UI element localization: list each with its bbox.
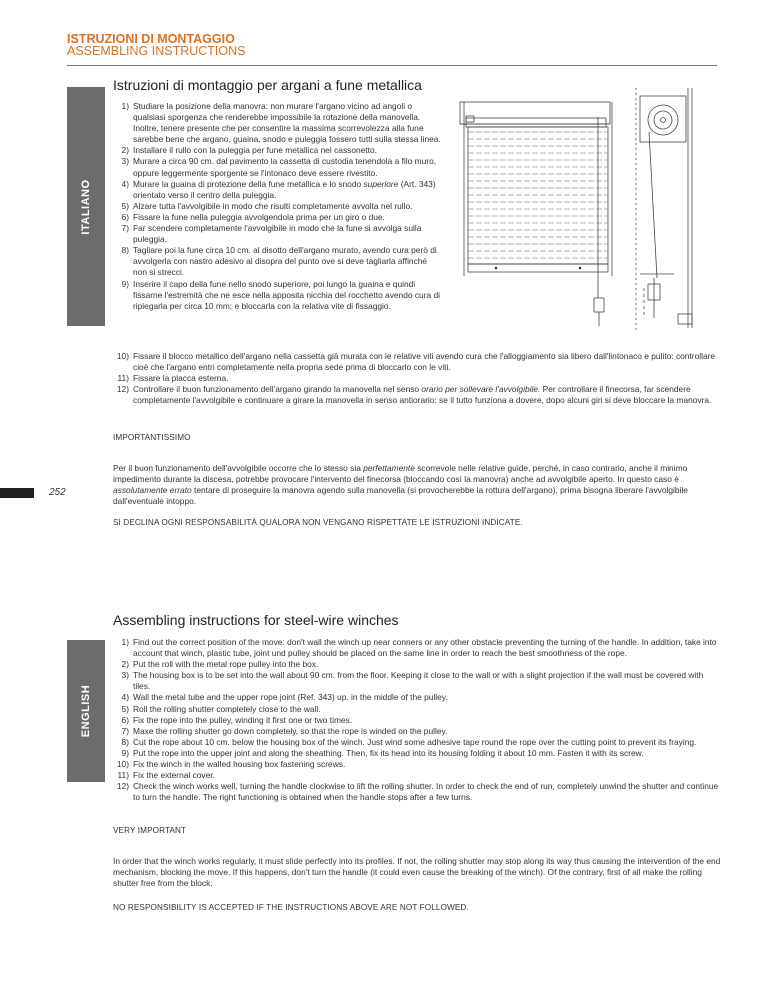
page-number: 252 <box>49 487 66 498</box>
english-heading: Assembling instructions for steel-wire winches <box>113 612 399 628</box>
header-title-italian: ISTRUZIONI DI MONTAGGIO <box>67 32 235 46</box>
rope-line <box>649 132 657 278</box>
italian-step-10: 10) Fissare il blocco metallico dell'argano nella cassetta già murata con le relative viti avendo cura che l'alloggiamento sia libero dall'lintonaco e pulito: controllare cioè che l'argano entri completamente nella propria sede prima di bloccarlo con le viti. <box>116 351 716 373</box>
sidebar-label-english: ENGLISH <box>80 684 92 738</box>
italian-step-2: 2) Installare il rullo con la puleggia per fune metallica nel cassonetto. <box>121 145 377 156</box>
page-header <box>67 33 246 57</box>
sidebar-label-italiano: ITALIANO <box>80 178 92 235</box>
italian-step-5: 5) Alzare tutta l'avvolgibile in modo che risulti completamente avvolta nel rullo. <box>121 200 413 211</box>
english-step-10: 10) Fix the winch in the walled housing box fastening screws. <box>116 759 346 770</box>
italian-step-4: 4) Murare la guaina di protezione della fune metallica e lo snodo superiore (Art. 343) orientato verso il centro della puleggia. <box>121 178 436 200</box>
sidebar-tab-english <box>67 640 105 782</box>
english-step-2: 2) Put the roll with the metal rope pulley into the box. <box>121 659 319 670</box>
italian-step-1: 1) Studiare la posizione della manovra: non murare l'argano vicino ad angoli o qualsiasi sporgenza che renderebbe impossibile la rotazione della manovella. Inoltre, tenere presente che per consentire la massima scorrevolezza alla fune sarebbe bene che argano, guaina, snodo e puleggia fossero tutti sulla stessa linea. <box>121 101 441 145</box>
italian-step-8: 8) Tagliare poi la fune circa 10 cm. al disotto dell'argano murato, avendo cura però di avvolgerla con nastro adesivo al disopra del punto ove si deve tagliarla affinché non si strecci. <box>121 245 437 278</box>
english-steps-list <box>113 637 721 803</box>
pulley-circle <box>648 105 678 135</box>
italian-step-12: 12) Controllare il buon funzionamento dell'argano girando la manovella nel senso orario per sollevare l'avvolgibile. Per controllare il finecorsa, far scendere completamente l'avvolgibile e continuare a girare la manovella in senso antiorario: se il tutto funziona a dovere, dopo alcuni giri si deve bloccare la manovra. <box>116 384 712 406</box>
english-step-1: 1) Find out the correct position of the move: don't wall the winch up near conners or any other obstacle preventing the turning of the handle. In addition, take into account that winch, plastic tube, joint und pulley should be placed on the same line in order to reach the best smoothness of the rope. <box>121 637 717 659</box>
english-step-8: 8) Cut the rope about 10 cm. below the housing box of the winch. Just wind some adhesive tape round the rope over the cutting point to prevent its fraying. <box>121 736 697 747</box>
english-step-5: 5) Roll the rolling shutter completely close to the wall. <box>121 703 321 714</box>
header-divider <box>67 65 717 66</box>
italian-step-11: 11) Fissare la placca esterna. <box>117 373 229 384</box>
italian-important-title: IMPORTANTISSIMO <box>113 433 191 442</box>
english-important-text: In order that the winch works regularly, it must slide perfectly into its profiles. If not, the rolling shutter may stop along its way thus causing the intervention of the end mechanism, blocking the move. If this happens, don't turn the handle (it could even cause the breaking of the winch). Of the contrary, first of all make the rolling shutter free from the block. <box>113 856 721 889</box>
italian-disclaimer: SI DECLINA OGNI RESPONSABILITÀ QUALORA NON VENGANO RISPETTATE LE ISTRUZIONI INDICATE. <box>113 518 523 527</box>
english-step-7: 7) Maxe the rolling shutter go down completely, so that the rope is winded on the pulley. <box>121 725 448 736</box>
english-step-11: 11) Fix the external cover. <box>117 770 215 781</box>
italian-steps-list <box>113 101 443 312</box>
english-step-12: 12) Check the winch works well, turning the handle clockwise to lift the rolling shutter. In order to check the end of run, completely unwind the shutter and continue to turn the handle. The right functioning is obtained when the handle stops after a few turns. <box>116 781 719 803</box>
english-disclaimer: NO RESPONSIBILITY IS ACCEPTED IF THE INSTRUCTIONS ABOVE ARE NOT FOLLOWED. <box>113 903 469 912</box>
italian-step-3: 3) Murare a circa 90 cm. dal pavimento la cassetta di custodia tenendola a filo muro, oppure leggermente sporgente se l'intonaco deve essere rivestito. <box>121 156 437 178</box>
shutter-slats <box>468 127 608 264</box>
page-number-marker <box>0 488 34 498</box>
italian-step-9: 9) Inserire il capo della fune nello snodo superiore, poi lungo la guaina e quindi fissarne l'estremità che ne esce nella apposita nicchia del rocchetto avendo cura di ripiegarla per circa 10 mm; e bloccarla con la relativa vite di fissaggio. <box>121 278 440 311</box>
roll-drum <box>466 118 606 127</box>
italian-step-6: 6) Fissare la fune nella puleggia avvolgendola prima per un giro o due. <box>121 211 385 222</box>
italian-steps-list-continued <box>113 351 721 406</box>
rolling-shutter-winch-diagram <box>444 88 726 330</box>
italian-step-7: 7) Far scendere completamente l'avvolgibile in modo che la fune si avvolga sulla puleggia. <box>121 223 422 245</box>
slat-lines <box>468 132 608 258</box>
italian-important-text: Per il buon funzionamento dell'avvolgibile occorre che lo stesso sia perfettamente scorrevole nelle relative guide, perché, in caso contrario, anche il minimo impedimento durante la discesa, potrebbe provocare l'intervento del finecorsa (bloccando così la manovra) anche ad avvolgibile aperto. In questo caso è assolutamente errato tentare di proseguire la manovra agendo sulla manovella (si provocherebbe la rottura dell'argano), prima bisogna liberare l'avvolgibile dall'eventuale intoppo. <box>113 463 688 507</box>
english-step-3: 3) The housing box is to be set into the wall about 90 cm. from the floor. Keeping it close to the wall or with a slight projection if the wall must be covered with tiles. <box>121 670 704 692</box>
english-step-4: 4) Wall the metal tube and the upper rope joint (Ref. 343) up. in the middle of the pulley. <box>121 692 448 703</box>
english-step-9: 9) Put the rope into the upper joint and along the sheathing. Then, fix its head into its housing folding it about 10 mm. Fasten it with its screw. <box>121 747 644 758</box>
italian-heading: Istruzioni di montaggio per argani a fune metallica <box>113 77 422 93</box>
english-important-title: VERY IMPORTANT <box>113 826 187 835</box>
english-step-6: 6) Fix the rope into the pulley, winding it first one or two times. <box>121 714 353 725</box>
header-title-english: ASSEMBLING INSTRUCTIONS <box>67 44 246 58</box>
sidebar-tab-italiano <box>67 87 105 326</box>
housing-box <box>460 102 610 124</box>
